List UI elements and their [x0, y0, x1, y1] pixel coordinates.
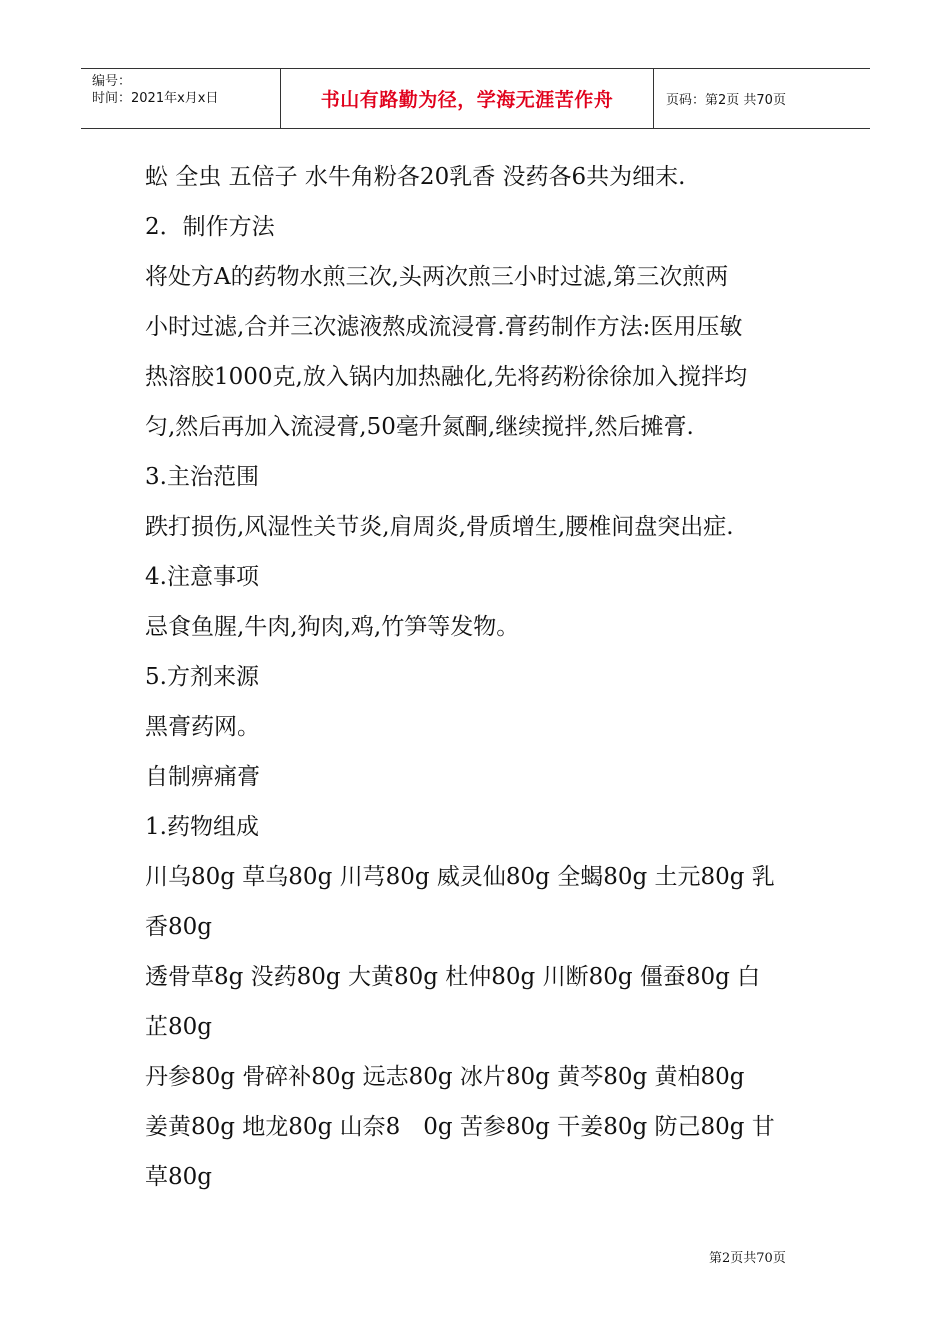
header-page-number: 页码：第2页 共70页 — [666, 93, 786, 108]
ingredient-line: 香80g — [145, 914, 212, 940]
ingredient-line: 丹参80g 骨碎补80g 远志80g 冰片80g 黄芩80g 黄柏80g — [145, 1064, 745, 1090]
section-heading: 2．制作方法 — [145, 214, 275, 240]
ingredient-line: 草80g — [145, 1164, 212, 1190]
ingredient-line: 芷80g — [145, 1014, 212, 1040]
section-heading: 5.方剂来源 — [145, 664, 259, 690]
body-line: 小时过滤,合并三次滤液熬成流浸膏.膏药制作方法:医用压敏 — [145, 314, 743, 340]
page-footer: 第2页共70页 — [709, 1251, 786, 1266]
header-meta — [81, 69, 281, 128]
document-body — [145, 152, 825, 1202]
body-line: 热溶胶1000克,放入锅内加热融化,先将药粉徐徐加入搅拌均 — [145, 364, 748, 390]
section-heading: 4.注意事项 — [145, 564, 259, 590]
body-line: 黑膏药网。 — [145, 714, 260, 740]
page-header — [81, 68, 870, 129]
recipe-title: 自制痹痛膏 — [145, 764, 260, 790]
body-line: 将处方A的药物水煎三次,头两次煎三小时过滤,第三次煎两 — [145, 264, 729, 290]
body-line: 忌食鱼腥,牛肉,狗肉,鸡,竹笋等发物。 — [145, 614, 520, 640]
section-heading: 3.主治范围 — [145, 464, 259, 490]
document-number-label: 编号： — [92, 74, 132, 89]
body-line: 蚣 全虫 五倍子 水牛角粉各20乳香 没药各6共为细末. — [145, 164, 686, 190]
ingredient-line: 姜黄80g 地龙80g 山奈8 0g 苦参80g 干姜80g 防己80g 甘 — [145, 1114, 775, 1140]
document-date: 时间：2021年x月x日 — [92, 91, 219, 106]
ingredient-line: 川乌80g 草乌80g 川芎80g 威灵仙80g 全蝎80g 土元80g 乳 — [145, 864, 775, 890]
header-motto: 书山有路勤为径，学海无涯苦作舟 — [281, 69, 654, 128]
body-line: 匀,然后再加入流浸膏,50毫升氮酮,继续搅拌,然后摊膏. — [145, 414, 694, 440]
ingredient-line: 透骨草8g 没药80g 大黄80g 杜仲80g 川断80g 僵蚕80g 白 — [145, 964, 761, 990]
section-heading: 1.药物组成 — [145, 814, 259, 840]
body-line: 跌打损伤,风湿性关节炎,肩周炎,骨质增生,腰椎间盘突出症. — [145, 514, 734, 540]
